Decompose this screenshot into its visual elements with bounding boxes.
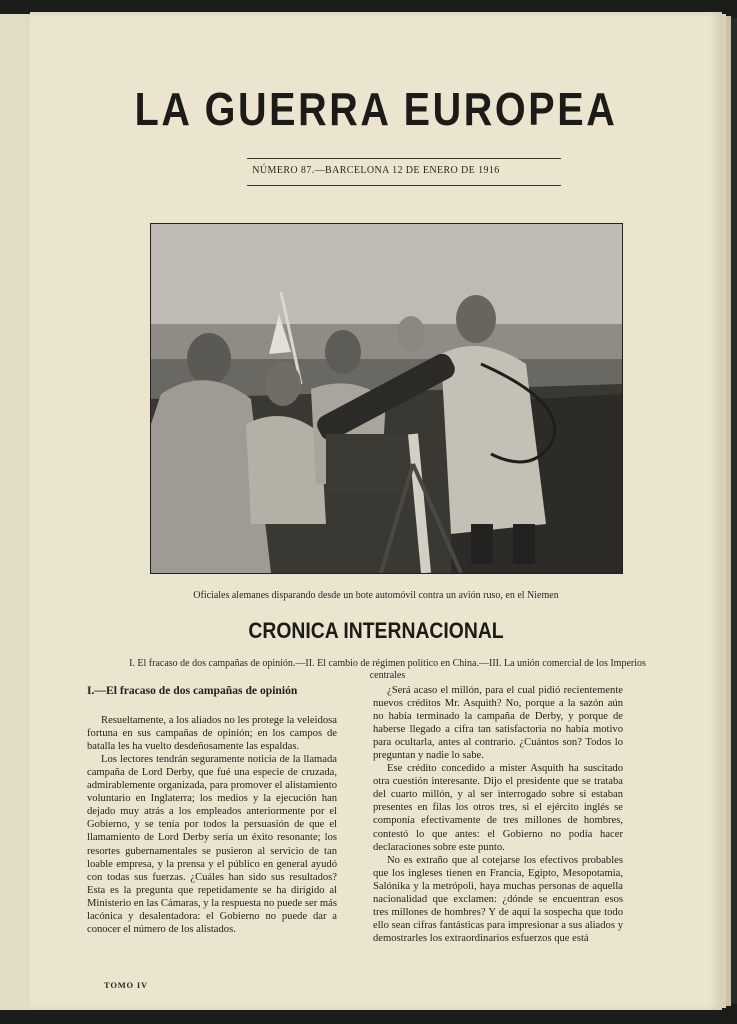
text-column-right	[373, 684, 623, 945]
volume-label: TOMO IV	[104, 980, 148, 990]
binding-shadow	[731, 18, 737, 1004]
section-heading: I.—El fracaso de dos campañas de opinión	[87, 684, 298, 697]
paragraph: ¿Será acaso el millón, para el cual pidió recientemente nuevos créditos Mr. Asquith? No, porque a la sazón aún no había terminado la campaña de Derby, y porque de haberse llegado a cifra tan satisfactoria no había motivo para ocultarla, antes al contrario. ¿Cuántos son? Todos lo preguntan y nadie lo sabe.	[373, 685, 623, 762]
photo-illustration	[151, 224, 622, 573]
masthead-title: LA GUERRA EUROPEA	[134, 83, 618, 135]
masthead-rule-top	[247, 158, 561, 159]
paragraph: No es extraño que al cotejarse los efectivos probables que los ingleses tienen en Francia, Egipto, Mesopotamia, Salónika y la metrópoli, haya muchas personas de aquella nacionalidad que exclamen: ¿dónde se encuentran esos tres millones de hombres? Y de aquí la sospecha que todo ello sean cifras fantásticas para impresionar a sus aliados y demostrarles los extraordinarios esfuerzos que está	[373, 854, 623, 944]
article-title: CRONICA INTERNACIONAL	[248, 618, 504, 643]
article-summary: I. El fracaso de dos campañas de opinión.—II. El cambio de régimen político en China.—III. La unión comercial de los Imperios centrales	[129, 658, 646, 681]
facing-page-edge	[0, 14, 31, 1010]
issue-line: NÚMERO 87.—BARCELONA 12 DE ENERO DE 1916	[252, 165, 500, 176]
text-column-left	[87, 684, 337, 936]
paragraph: Los lectores tendrán seguramente noticia de la llamada campaña de Lord Derby, que fué una especie de cruzada, admirablemente organizada, para promover el alistamiento voluntario en Inglaterra; los medios y la ejecución han dejado muy atrás a los empleados anteriormente por el Gobierno, y se tenía por todos la persuasión de que el llamamiento de Lord Derby sería un éxito resonante; los resortes gubernamentales se pusieron al servicio de tan loable empresa, y la prensa y el público en general ayudó con todas sus fuerzas. ¿Cuáles han sido sus resultados? Esta es la pregunta que repetidamente se ha dirigido al Ministerio en las Cámaras, y la respuesta no puede ser más lacónica y desalentadora: el Gobierno no puede dar a conocer el número de los alistados.	[87, 754, 337, 935]
photograph	[150, 223, 623, 574]
photo-caption: Oficiales alemanes disparando desde un bote automóvil contra un avión ruso, en el Niemen	[193, 590, 559, 601]
paragraph: Ese crédito concedido a mister Asquith ha suscitado otra cuestión interesante. Dijo el presidente que se trataba del cuarto millón, y al ser interrogado sobre si estaban presentes en filas los otros tres, si el ejército inglés se componía efectivamente de tres millones de hombres, contestó lo que antes: el Gobierno no podía hacer declaraciones sobre este punto.	[373, 763, 623, 853]
masthead-rule-bottom	[247, 185, 561, 186]
paragraph: Resueltamente, a los aliados no les protege la veleidosa fortuna en sus campañas de opinión; en los campos de batalla les ha vuelto desdeñosamente las espaldas.	[87, 715, 337, 753]
